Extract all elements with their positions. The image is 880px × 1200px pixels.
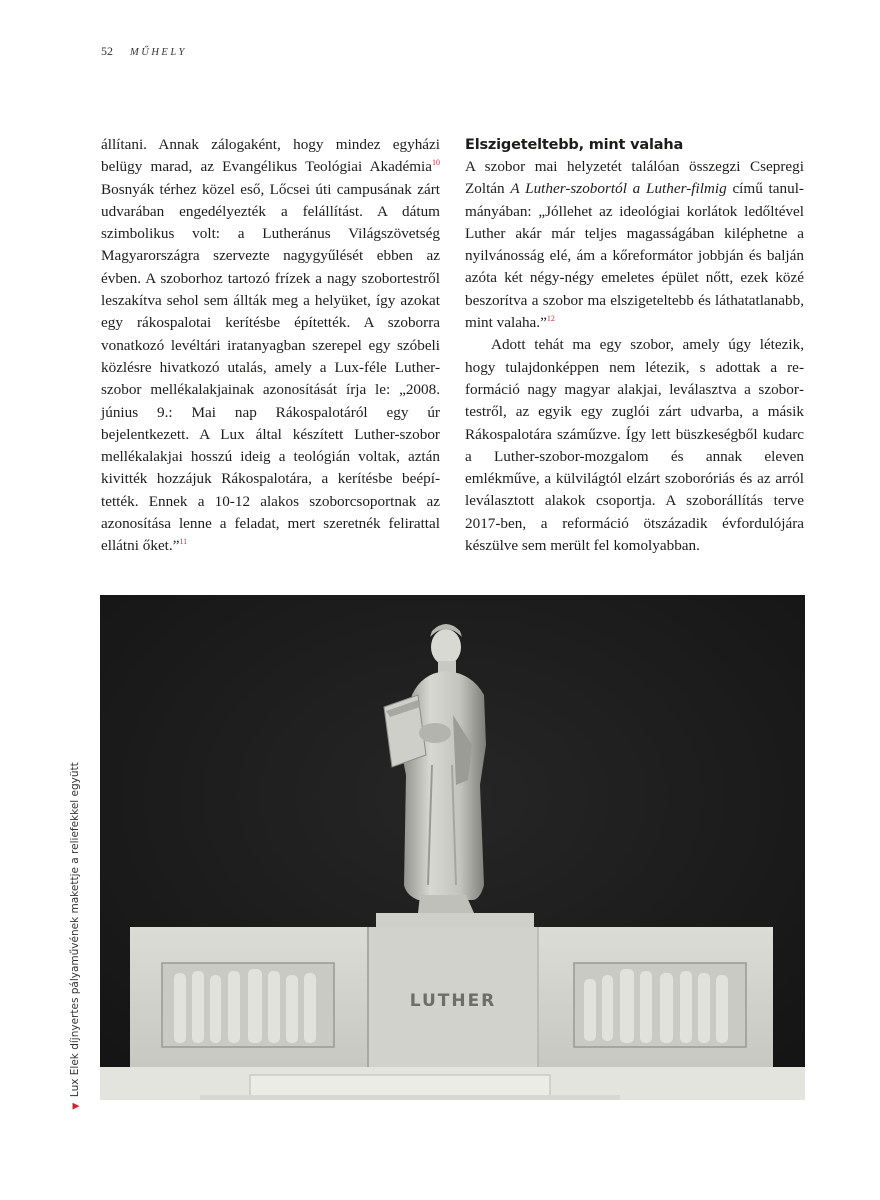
- footnote-marker-12[interactable]: 12: [546, 314, 555, 324]
- caption-marker-icon: ▶: [72, 1101, 80, 1112]
- left-relief-panel: [162, 963, 334, 1047]
- right-paragraph-1-text-b: című tanulmányában: „Jóllehet az ideológiai korlátok ledőltével Luther akár már teljes magasságában kiléphetne a nyilvánosság elé, ám a kőreformátor jobbján és balján azóta két négy-négy emeletes épület nőtt, ezek közé beszorítva a szobor ma elszigeteltebb és láthatatlanabb, mint valaha.”: [465, 180, 804, 332]
- left-paragraph-text-b: Bosnyák térhez közel eső, Lőcsei úti campusának zárt udvarában engedélyezték a felállítást. A dátum szimbolikus volt: a Lutheránus Világszövetség Magyarországra szervezte nagygyűlését ebben az évben. A szoborhoz tartozó frízek a nagy szobortestről leszakítva sehol sem állták meg a helyüket, így azokat egy rákospalotai kerítésbe építették. A szoborra vonatkozó levéltári iratanyagban szerepel egy szóbeli közlésre hivatkozó utalás, amely a Lux-féle Luther-szobor mellékalakjainak azonosítását írja le: „2008. június 9.: Mai nap Rákospalotáról egy úr bejelentkezett. A Lux által készített Luther-szobor mellékalakjai hosszú ideig a teológián voltak, aztán kivitték hozzájuk Rákospalotára, a kerítésbe beépítették. Ennek a 10-12 alakos szoborcsoportnak az azonosítása lenne a feladat, mert szeretnék felirattal ellátni őket.”: [101, 180, 440, 555]
- caption-text: Lux Elek díjnyertes pályaművének makettje a reliefekkel együtt: [69, 762, 81, 1098]
- right-paragraph-1: [465, 156, 804, 334]
- left-column: [101, 134, 440, 558]
- left-paragraph: [101, 134, 440, 558]
- footnote-marker-10[interactable]: 10: [432, 158, 440, 168]
- right-relief-panel: [574, 963, 746, 1047]
- page-number: 52: [101, 44, 113, 58]
- photo-caption: [69, 762, 81, 1110]
- section-title: MŰHELY: [130, 47, 187, 58]
- footnote-marker-11[interactable]: 11: [179, 537, 188, 547]
- cited-work-title: A Luther-szobortól a Luther-filmig: [510, 180, 727, 198]
- right-paragraph-1-text-a: A szobor mai helyzetét találóan összegzi Csepregi Zoltán: [465, 158, 804, 198]
- luther-statue-photo: [100, 595, 805, 1100]
- right-column: [465, 134, 804, 557]
- right-paragraph-2: Adott tehát ma egy szobor, amely úgy létezik, hogy tulajdonképpen nem létezik, s adottak a reformáció nagy magyar alakjai, leválasztva a szobortestről, az egyik egy zuglói zárt udvarba, a másik Rákospalotára száműzve. Így lett büszkeségből kudarc a Luther-szobor-mozgalom és annak eleven emlékműve, a külvilágtól elzárt szoboróriás és az arról leválasztott alakok csoportja. A szoborállítás terve 2017-ben, a reformáció ötszázadik évfordulójára készülve sem merült fel komolyabban.: [465, 336, 804, 555]
- statue-illustration: [100, 595, 805, 1100]
- pedestal-inscription: LUTHER: [409, 991, 497, 1011]
- section-subheading: Elszigeteltebb, mint valaha: [465, 137, 684, 153]
- running-header: [101, 44, 187, 59]
- left-paragraph-text-a: állítani. Annak zálogaként, hogy mindez egyházi belügy marad, az Evangélikus Teológiai Akadémia: [101, 136, 440, 176]
